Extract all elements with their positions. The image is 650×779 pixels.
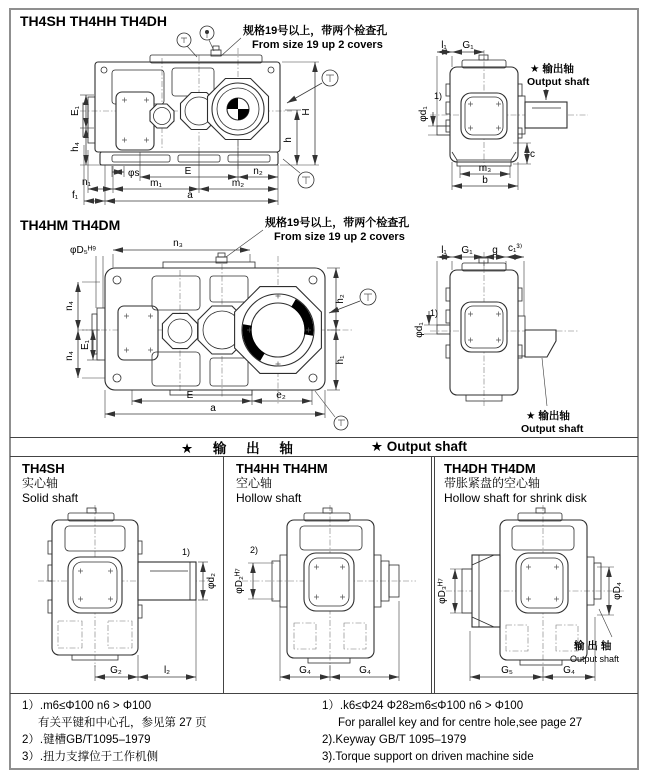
dim-l1-2: l₁ [441,245,447,256]
output-shaft-divider [10,437,638,457]
dim-e2: e₂ [276,390,286,401]
dim-a: a [187,190,193,201]
dim-l1: l₁ [441,40,447,51]
th4hm-plan-view [78,253,352,404]
dim-h4: h₄ [70,142,81,152]
dim-phid1: φd₁ [418,106,429,122]
column1-models: TH4SH [22,461,65,476]
column3-type-en: Hollow shaft for shrink disk [444,491,587,505]
dim-n4-bottom: n₄ [64,351,75,361]
column-solid-shaft [10,457,222,693]
ref-note-2: 2) [250,545,259,555]
note-en-1: 1）.k6≤Φ24 Φ28≥m6≤Φ100 n6 > Φ100 [322,700,524,712]
note-en-3: 2).Keyway GB/T 1095–1979 [322,734,467,746]
shrink-disk-shaft-drawing [432,505,640,693]
dim-E: E [184,166,192,177]
dim-m3: m₃ [478,163,492,174]
ref-note-1: 1) [434,91,443,101]
dim-m1: m₁ [150,178,162,189]
divider-label-en: ★ Output shaft [370,439,467,454]
output-shaft-label-cn-2: ★ 输出轴 [526,410,570,422]
section1-callout-cn: 规格19号以上，带两个检查孔 [243,25,388,37]
dim-c1: c₁³⁾ [508,243,523,254]
dim-G1-2: G₁ [461,245,473,256]
shrink-disk [472,555,500,627]
dim-G4-right: G₄ [359,665,371,676]
footnotes-cn [22,698,322,766]
th4sh-side-dimensions [70,62,319,205]
dim-E-plan: E [186,390,194,401]
dim-phiD4: φD₄ [612,582,623,600]
dim-c: c [530,149,535,160]
column2-models: TH4HH TH4HM [236,461,328,476]
dim-h2: h₂ [335,294,346,304]
dim-m2: m₂ [231,178,245,189]
column-hollow-shaft [223,457,431,693]
column2-type-cn: 空心轴 [236,476,273,490]
section1-title: TH4SH TH4HH TH4DH [20,13,168,29]
dim-G5: G₅ [501,665,513,676]
hollow-shaft-drawing [224,505,432,693]
dim-G4-3: G₄ [563,665,575,676]
note-cn-4: 3）.扭力支撑位于工作机侧 [22,751,159,763]
dim-G4-left: G₄ [299,665,311,676]
column-shrink-disk [431,457,639,693]
section2-callout-cn: 规格19号以上，带两个检查孔 [265,217,410,229]
dim-b: b [482,175,488,186]
dim-E1: E₁ [70,105,81,117]
note-cn-2: 有关平键和中心孔，参见第 27 页 [38,717,207,729]
dim-l2: l₂ [163,665,171,676]
dim-g: g [492,245,498,256]
note-en-4: 3).Torque support on driven machine side [322,751,534,763]
dim-phiD2: φD₂ᴴ⁷ [234,568,245,594]
dim-h: h [283,137,294,143]
column1-type-en: Solid shaft [22,491,79,505]
column1-type-cn: 实心轴 [22,476,59,490]
divider-label-cn: ★ 输 出 轴 [181,441,301,456]
dim-phiD3: φD₃ᴴ⁷ [437,578,448,604]
output-shaft-label-cn: ★ 输出轴 [530,63,574,75]
dim-phis: φs [128,168,140,179]
note-en-2: For parallel key and for centre hole,see page 27 [338,717,583,729]
output-shaft-label-cn-3: 输 出 轴 [574,640,612,652]
column3-models: TH4DH TH4DM [444,461,536,476]
shaft-type-columns [10,457,638,693]
dim-n1: n₁ [82,177,91,188]
dim-n2: n₂ [253,166,263,177]
th4sh-side-view [80,46,292,170]
dim-h1: h₁ [335,355,346,365]
column3-type-cn: 带胀紧盘的空心轴 [444,476,541,490]
output-shaft-label-en-2: Output shaft [521,423,584,435]
th4hm-end-view [430,252,578,406]
dim-D5: φD₅ᴴ⁹ [70,245,97,256]
section2-callout-en: From size 19 up 2 covers [274,231,405,243]
ref-note-1c: 1) [182,547,191,557]
note-cn-3: 2）.键槽GB/T1095–1979 [22,734,151,746]
column2-type-en: Hollow shaft [236,491,302,505]
dim-E1-plan: E₁ [80,339,91,351]
output-shaft-label-en: Output shaft [527,76,590,88]
dim-f1: f₁ [72,190,79,201]
note-cn-1: 1）.m6≤Φ100 n6 > Φ100 [22,700,152,712]
section1-callout-en: From size 19 up 2 covers [252,39,383,51]
dim-n3: n₃ [173,238,183,249]
footnotes-en [322,698,636,766]
dim-G2: G₂ [110,665,122,676]
dim-a-plan: a [210,403,216,414]
dim-n4-top: n₄ [64,301,75,311]
dim-phid1-2: φd₁ [414,322,425,338]
dim-H: H [301,108,312,116]
solid-shaft-drawing [10,505,222,693]
output-shaft-label-en-3: Output shaft [570,654,620,664]
ref-note-1b: 1) [430,308,439,318]
dim-G1: G₁ [462,40,474,51]
section2-title: TH4HM TH4DM [20,217,121,233]
dim-phid2: φd₂ [206,573,217,589]
footnotes [10,693,638,770]
